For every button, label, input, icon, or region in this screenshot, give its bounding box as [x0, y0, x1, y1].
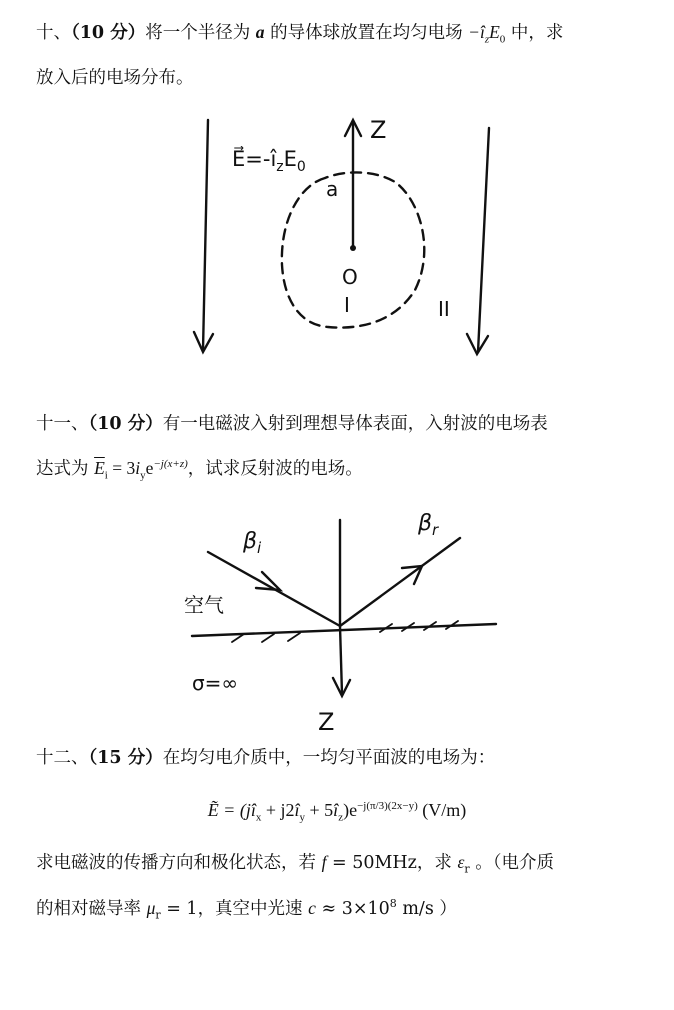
region-outer-label: II [438, 297, 450, 321]
region-inner-label: I [344, 293, 350, 317]
problem12-score: （15 分） [88, 748, 163, 768]
z-axis-line-2 [340, 626, 342, 694]
reflected-wave-label: $\beta_r$ [418, 511, 439, 539]
problem12-text-a: 在均匀电介质中，一均匀平面波的电场为： [162, 748, 496, 768]
problem12-line1 [36, 744, 646, 772]
problem10-text-b: 的导体球放置在均匀电场 [264, 23, 469, 43]
problem12-equation: Ẽ = ($jî_x$ + $j2î_y$ + $5î_z)e^{-j(\pi/3)(2x-y)}$ (V/m) [207, 800, 467, 824]
center-label: O [342, 265, 358, 289]
problem11-line2-a: 达式为 [36, 459, 95, 479]
problem10-number: 十、 [36, 23, 71, 43]
problem12-line3: 求电磁波的传播方向和极化状态，若 f = 50MHz，求 $\varepsilon_r$ 。（电介质 [36, 852, 554, 876]
problem10-text-a: 将一个半径为 [145, 23, 256, 43]
incident-wave-label: $\beta_i$ [243, 529, 262, 557]
reflected-ray [340, 538, 460, 626]
field-line-right [478, 128, 489, 352]
problem11-text-a: 有一电磁波入射到理想导体表面，入射波的电场表 [162, 414, 548, 434]
medium-label: 空气 [184, 593, 224, 617]
problem10-radius-symbol: a [255, 22, 265, 42]
problem11-score: （10 分） [88, 414, 163, 434]
problem10-score: （10 分） [71, 23, 146, 43]
problem11-field-expression: $\overline{E}_i = 3i_ye^{-j(x+z)}$ [94, 458, 188, 482]
problem11-line2-b: ，试求反射波的电场。 [187, 459, 363, 479]
problem12-number: 十二、 [36, 748, 89, 768]
problem11-line1 [36, 410, 646, 438]
problem12-line4: 的相对磁导率 $\mu_r = 1$，真空中光速 $c \approx 3\times 10^8$ m/s ） [36, 897, 457, 922]
z-axis-label: Z [370, 116, 387, 144]
problem11-line2 [36, 454, 646, 483]
z-axis-label-2: Z [318, 708, 335, 736]
field-label: $E⃗=-î_zE_0$ [232, 147, 306, 175]
conductor-hatch [232, 621, 458, 642]
radius-label: a [326, 177, 339, 201]
sphere-center-dot [350, 245, 356, 251]
problem10-field-expr: $-î_zE_0$ [468, 22, 506, 46]
field-line-left [203, 120, 208, 350]
problem11-number: 十一、 [36, 414, 89, 434]
problem10-text-c: 中，求 [505, 23, 564, 43]
conductor-label: σ=∞ [192, 671, 239, 695]
problem10-line2: 放入后的电场分布。 [36, 68, 194, 88]
